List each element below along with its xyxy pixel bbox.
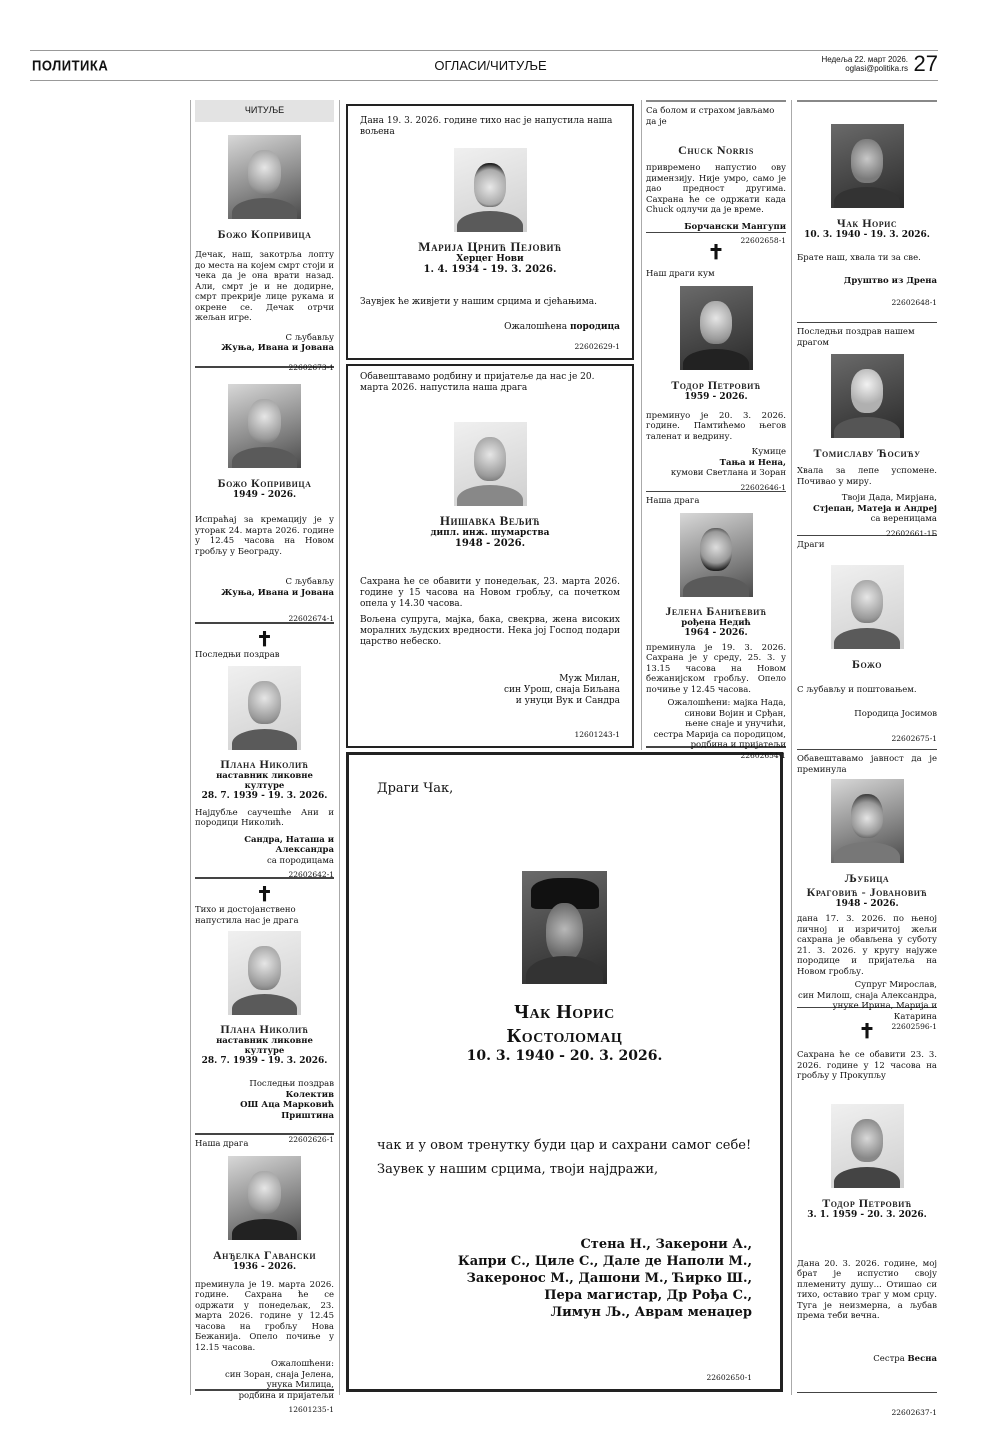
- ad-text: Заувек у нашим срцима, твоји најдражи,: [377, 1162, 659, 1177]
- intro-text: Са болом и страхом јављамо да је: [646, 106, 775, 127]
- obituary-ad: [797, 1008, 937, 1417]
- ad-code: 22602629-1: [574, 342, 620, 351]
- signature-prefix: Ожалошћена: [504, 322, 568, 332]
- ad-code: 22602637-1: [891, 1408, 937, 1417]
- signature-names: син Зоран, снаја Јелена,: [225, 1369, 334, 1380]
- signature-line: кумови Светлана и Зоран: [670, 468, 786, 478]
- ad-text: Дана 20. 3. 2026. године, мој брат је испустио своју племениту душу... Отишао си тихо, оставио траг у мом срцу. Туга је неизмерна, а љубав према теби вечна.: [797, 1258, 937, 1321]
- signature-line: Стена Н., Закерони А.,: [580, 1237, 752, 1252]
- obituary-box: [346, 104, 634, 360]
- signature-line: Пера магистар, Др Рођа С.,: [544, 1288, 752, 1303]
- deceased-name: Плана Николић: [220, 1022, 309, 1036]
- masthead-logo: ПОЛИТИКА: [32, 56, 109, 75]
- orthodox-cross-icon: ✝: [256, 627, 273, 651]
- signature-line: Закеронос М., Дашони М., Ћирко Ш.,: [466, 1271, 752, 1286]
- signature-names: унука Милица,: [266, 1380, 334, 1390]
- life-dates: 3. 1. 1959 - 20. 3. 2026.: [807, 1209, 927, 1220]
- obituary-ad: [195, 368, 334, 624]
- portrait-photo: [831, 1104, 904, 1188]
- ad-code: 22602674-1: [288, 614, 334, 623]
- signature-line: [797, 1354, 937, 1365]
- signature-line: Последњи поздрав: [249, 1079, 334, 1089]
- signature-line: родбина и пријатељи: [690, 740, 786, 750]
- deceased-name: Божо Копривица: [217, 476, 312, 490]
- life-dates: 10. 3. 1940 - 20. 3. 2026.: [466, 1048, 663, 1064]
- signature-line: С љубављу: [285, 332, 334, 343]
- signature-line: унуке Ирина, Марија и Катарина: [832, 1001, 937, 1022]
- contact-email: oglasi@politika.rs: [845, 64, 908, 73]
- ad-text: Дечак, наш, закотрља лопту до места на којем смрт стоји и чека да је она врати назад. Али, смрт је и не додирне, смрт прекрије лице рукама и окрене се. Дечак отрчи жељан игре.: [195, 250, 334, 323]
- deceased-name: Томиславу Ћосићу: [813, 446, 921, 460]
- header-bottom-rule: [30, 80, 938, 81]
- signature-block: [377, 1236, 752, 1321]
- life-dates: 1936 - 2026.: [232, 1261, 297, 1272]
- deceased-name: Јелена Банићевић: [665, 603, 767, 618]
- portrait-photo: [680, 513, 753, 597]
- ad-code: 12601235-1: [288, 1405, 334, 1414]
- header-top-rule: [30, 50, 938, 51]
- obituary-ad: [195, 122, 334, 372]
- signature-names: Тања и Нена,: [719, 457, 786, 468]
- portrait-photo: [228, 135, 301, 219]
- signature-line: родбина и пријатељи: [238, 1390, 334, 1401]
- deceased-name: Тодор Петровић: [822, 1195, 912, 1210]
- ad-code: 22602642-1: [288, 870, 334, 879]
- deceased-name: Божо: [852, 656, 882, 671]
- intro-text: Последњи поздрав нашем драгом: [797, 327, 915, 348]
- signature-line: син Милош, снаја Александра,: [797, 990, 937, 1001]
- portrait-photo: [228, 931, 301, 1015]
- birthplace: Херцег Нови: [456, 254, 524, 264]
- deceased-name: Тодор Петровић: [671, 377, 761, 392]
- obituary-ad: [797, 536, 937, 750]
- signature-names: Стјепан, Матеја и Андреј: [812, 503, 937, 514]
- ad-text: Хвала за лепе успомене. Почивао у миру.: [797, 466, 937, 487]
- deceased-name: Чак Норис: [514, 1001, 615, 1023]
- portrait-photo: [831, 565, 904, 649]
- ad-code: 22602658-1: [740, 236, 786, 245]
- life-dates: 10. 3. 1940 - 19. 3. 2026.: [804, 230, 930, 240]
- life-dates: 1964 - 2026.: [684, 627, 748, 638]
- ad-text: Сахрана ће се обавити у понедељак, 23. марта 2026. године у 15 часова на Новом гробљу, са почетком опела у 14.30 часова.: [360, 577, 620, 609]
- life-dates: 28. 7. 1939 - 19. 3. 2026.: [201, 1056, 328, 1066]
- deceased-surname: Краговић - Јовановић: [806, 885, 928, 899]
- column-1: [195, 100, 334, 1414]
- ad-text: дана 17. 3. 2026. по њеној личној и изричитој жељи сахрана је обављена у суботу 21. 3. 2026. у кругу најуже породице и пријатеља на Новом гробљу.: [797, 914, 937, 977]
- ad-code: 22602675-1: [891, 733, 937, 743]
- date-block: [821, 55, 908, 73]
- profession: наставник ликовне културе: [216, 770, 313, 791]
- column-divider: [641, 100, 642, 750]
- obituary-box-large: [346, 752, 783, 1392]
- section-title: ОГЛАСИ/ЧИТУЉЕ: [434, 58, 547, 73]
- life-dates: 1. 4. 1934 - 19. 3. 2026.: [423, 264, 557, 275]
- orthodox-cross-icon: ✝: [858, 1019, 876, 1043]
- page-number: 27: [913, 51, 938, 76]
- signature-names: Колектив: [285, 1089, 334, 1100]
- signature-line: [360, 322, 620, 333]
- portrait-photo: [831, 779, 904, 863]
- ad-text: преминула је 19. 3. 2026. Сахрана је у среду, 25. 3. у 13.15 часова на Новом бежанијском гробљу. Опело почиње у 12.45 часова.: [646, 642, 786, 695]
- signature-names: Сандра, Наташа и Александра: [244, 834, 334, 855]
- portrait-photo: [680, 286, 753, 370]
- ad-code: 22602673-1: [288, 362, 334, 372]
- column-divider: [190, 100, 191, 1395]
- ad-text: преминула је 19. марта 2026. године. Сахрана ће се одржати у понедељак, 23. марта 2026. године у 12.45 часова на гробљу Нова Бежанија. Опело почиње у 12.15 часова.: [195, 1279, 334, 1353]
- deceased-name: Љубица: [844, 871, 890, 885]
- deceased-name: Chuck Norris: [678, 143, 754, 157]
- ad-text: Вољена супруга, мајка, бака, свекрва, жена високих моралних људских вредности. Нека јој Господ подари царство небеско.: [360, 615, 620, 647]
- signature-names: Весна: [907, 1353, 937, 1364]
- obituary-ad: [646, 102, 786, 245]
- signature-names: Жуња, Ивана и Јована: [221, 343, 334, 353]
- deceased-name: Божо Копривица: [217, 227, 312, 241]
- intro-text: Драги: [797, 540, 825, 550]
- deceased-name: Марија Црнић Пејовић: [418, 239, 562, 254]
- maiden-name: рођена Недић: [681, 617, 751, 628]
- signature-line: Кумице: [751, 447, 786, 457]
- signature-names: ОШ Аца Марковић Приштина: [240, 1100, 334, 1121]
- obituary-ad: [646, 233, 786, 492]
- signature-line: Муж Милан,: [559, 674, 620, 684]
- intro-text: Наша драга: [195, 1139, 249, 1149]
- portrait-photo: [228, 666, 301, 750]
- intro-text: Дана 19. 3. 2026. године тихо нас је напустила наша вољена: [360, 116, 613, 137]
- signature-line: Лимун Љ., Аврам менаџер: [550, 1305, 752, 1320]
- intro-text: Обавештавамо јавност да је преминула: [797, 754, 937, 775]
- greeting: Драги Чак,: [377, 781, 454, 796]
- obituary-box: [346, 364, 634, 748]
- obituary-ad: [646, 492, 786, 760]
- portrait-photo: [831, 354, 904, 438]
- ad-text: Најдубље саучешће Ани и породици Николић.: [195, 807, 334, 828]
- signature-line: и унуци Вук и Сандра: [515, 696, 620, 706]
- column-4: [797, 100, 937, 1417]
- signature-line: Супруг Мирослав,: [854, 980, 937, 990]
- intro-text: Тихо и достојанствено напустила нас је драга: [195, 905, 299, 926]
- column-divider: [791, 100, 792, 1395]
- signature-names: породица: [569, 322, 620, 332]
- deceased-name: Плана Николић: [220, 756, 309, 771]
- life-dates: 1948 - 2026.: [454, 538, 526, 549]
- section-label-chitulje: ЧИТУЉЕ: [195, 100, 334, 122]
- ad-text: чак и у овом тренутку буди цар и сахрани самог себе!: [377, 1138, 752, 1153]
- signature-line: њене снаје и унучићи,: [685, 719, 786, 729]
- signature-prefix: Сестра: [873, 1353, 905, 1364]
- intro-text: Наш драги кум: [646, 269, 715, 279]
- obituary-ad: [195, 624, 334, 879]
- ad-code: 22602661-1Б: [886, 528, 937, 538]
- ad-text: С љубављу и поштовањем.: [797, 684, 917, 695]
- obituary-ad: [797, 750, 937, 1031]
- obituary-ad: [195, 1135, 334, 1414]
- ad-text: Испраћај за кремацију је у уторак 24. марта 2026. године у 12.45 часова на Новом гробљу у Београду.: [195, 515, 334, 557]
- ad-text: привремено напустио ову димензију. Није умро, само је дао предност другима. Сахрана ће се одржати када Chuck одлучи да је време.: [646, 163, 786, 215]
- intro-text: Сахрана ће се обавити 23. 3. 2026. године у 12 часова на гробљу у Прокупљу: [797, 1050, 937, 1081]
- signature-names: Породица Јосимов: [854, 709, 937, 719]
- signature-line: Капри С., Циле С., Дале де Наполи М.,: [457, 1254, 752, 1269]
- ad-text: преминуо је 20. 3. 2026. године. Памтићемо његов таленат и ведрину.: [646, 410, 786, 442]
- ad-code: 12601243-1: [574, 730, 620, 739]
- ad-code: 22602646-1: [740, 482, 786, 492]
- ad-code: 22602654-1: [740, 750, 786, 760]
- signature-line: Ожалошћени:: [271, 1359, 334, 1369]
- deceased-name: Анђелка Гавански: [212, 1247, 317, 1262]
- issue-date: Недеља 22. март 2026.: [821, 55, 908, 64]
- intro-text: Последњи поздрав: [195, 650, 280, 660]
- signature-names: Друштво из Дрена: [843, 275, 937, 286]
- ad-code: 22602596-1: [891, 1022, 937, 1031]
- obituary-ad: [797, 323, 937, 536]
- life-dates: 28. 7. 1939 - 19. 3. 2026.: [201, 790, 328, 801]
- profession: дипл. инж. шумарства: [430, 528, 550, 538]
- life-dates: 1949 - 2026.: [232, 490, 297, 500]
- signature-line: син Урош, снаја Биљана: [503, 685, 620, 695]
- ad-text: Заувјек ће живјети у нашим срцима и сјећањима.: [360, 297, 597, 307]
- deceased-name: Чак Норис: [836, 216, 898, 230]
- ad-text: Брате наш, хвала ти за све.: [797, 253, 921, 263]
- column-divider: [339, 100, 340, 1395]
- column-3: [646, 100, 786, 760]
- deceased-name: Нишавка Вељић: [439, 513, 541, 528]
- life-dates: 1959 - 2026.: [684, 391, 748, 402]
- signature-names: Борчански Мангупи: [684, 221, 786, 232]
- ad-code: 22602650-1: [706, 1373, 752, 1382]
- signature-line: синови Војин и Срђан,: [684, 708, 786, 719]
- portrait-photo: [831, 124, 904, 208]
- portrait-photo: [522, 871, 607, 984]
- orthodox-cross-icon: ✝: [707, 240, 725, 264]
- signature-line: С љубављу: [285, 577, 334, 587]
- signature-names: Жуња, Ивана и Јована: [221, 587, 334, 598]
- intro-text: Обавештавамо родбину и пријатеље да нас је 20. марта 2026. напустила наша драга: [360, 372, 595, 393]
- profession: наставник ликовне културе: [216, 1036, 313, 1056]
- signature-line: Твоји Дада, Мирјана,: [841, 493, 937, 503]
- portrait-photo: [228, 1156, 301, 1240]
- orthodox-cross-icon: ✝: [256, 882, 273, 906]
- signature-line: са породицама: [267, 855, 334, 866]
- life-dates: 1948 - 2026.: [835, 899, 899, 909]
- obituary-ad: [797, 102, 937, 323]
- signature-line: Ожалошћени: мајка Нада,: [667, 698, 786, 708]
- ad-code: 22602648-1: [891, 298, 937, 307]
- ad-code: 22602626-1: [288, 1135, 334, 1144]
- intro-text: Наша драга: [646, 496, 700, 506]
- deceased-nickname: Костоломац: [506, 1025, 623, 1047]
- signature-line: са вереницама: [870, 514, 937, 524]
- signature-line: сестра Марија са породицом,: [653, 729, 786, 740]
- portrait-photo: [454, 148, 527, 232]
- portrait-photo: [228, 384, 301, 468]
- portrait-photo: [454, 422, 527, 506]
